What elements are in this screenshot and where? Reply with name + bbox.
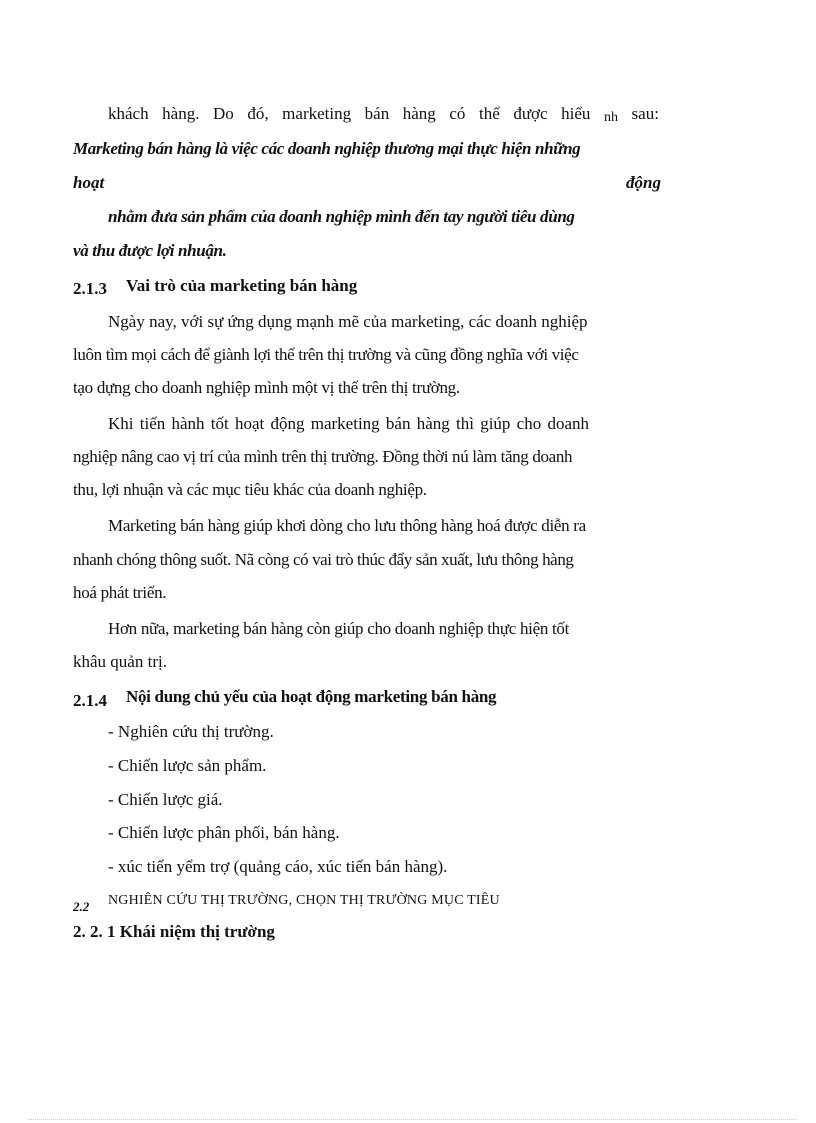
list-item: - Chiến lược phân phối, bán hàng.: [108, 823, 340, 842]
word: sau:: [631, 104, 659, 123]
definition-word: hoạt: [73, 173, 105, 192]
section-heading: Vai trò của marketing bán hàng: [126, 276, 358, 295]
word: hàng.: [162, 104, 200, 123]
list-item: - Chiến lược sản phẩm.: [108, 756, 267, 775]
list-item: - Nghiên cứu thị trường.: [108, 722, 274, 741]
word: được: [513, 104, 548, 123]
word: hiểu: [561, 104, 591, 123]
section-heading: Nội dung chủ yếu của hoạt động marketing bán hàng: [126, 687, 497, 706]
paragraph-line: thu, lợi nhuận và các mục tiêu khác của doanh nghiệp.: [73, 480, 427, 499]
section-number: 2.2: [73, 899, 90, 914]
definition-word: động: [626, 173, 661, 192]
section-number: 2.1.3: [73, 279, 107, 298]
paragraph-line: nhanh chóng thông suốt. Nã còng có vai trò thúc đẩy sản xuất, lưu thông hàng: [73, 550, 574, 569]
paragraph-line: Marketing bán hàng giúp khơi dòng cho lưu thông hàng hoá được diễn ra: [108, 516, 586, 535]
word: hàng: [402, 104, 436, 123]
definition-line4: và thu được lợi nhuận.: [73, 241, 227, 260]
definition-line1: Marketing bán hàng là việc các doanh nghiệp thương mại thực hiện những: [73, 139, 581, 158]
para1-line1: [108, 104, 659, 124]
list-item: - Chiến lược giá.: [108, 790, 223, 809]
word: marketing: [282, 104, 352, 123]
word: đó,: [247, 104, 269, 123]
section-heading: NGHIÊN CỨU THỊ TRƯỜNG, CHỌN THỊ TRƯỜNG MỤC TIÊU: [108, 893, 500, 908]
definition-line3: nhằm đưa sản phẩm của doanh nghiệp mình đến tay người tiêu dùng: [108, 207, 575, 226]
paragraph-line: Khi tiến hành tốt hoạt động marketing bán hàng thì giúp cho doanh: [108, 414, 590, 433]
word-fragment: nh: [603, 110, 618, 125]
word: khách: [108, 104, 149, 123]
list-item: - xúc tiến yểm trợ (quảng cáo, xúc tiến bán hàng).: [108, 857, 448, 876]
paragraph-line: Hơn nữa, marketing bán hàng còn giúp cho doanh nghiệp thực hiện tốt: [108, 619, 570, 638]
definition-line2: [73, 173, 661, 193]
paragraph-line: nghiệp nâng cao vị trí của mình trên thị trường. Đồng thời nú làm tăng doanh: [73, 447, 573, 466]
page-bottom-border: [28, 1119, 796, 1120]
word: thể: [478, 104, 500, 123]
paragraph-line: Ngày nay, với sự ứng dụng mạnh mẽ của marketing, các doanh nghiệp: [108, 312, 588, 331]
word: bán: [364, 104, 390, 123]
paragraph-line: luôn tìm mọi cách để giành lợi thế trên thị trường và cũng đồng nghĩa với việc: [73, 345, 579, 364]
section-number: 2.1.4: [73, 691, 107, 710]
word: có: [449, 104, 466, 123]
paragraph-line: tạo dựng cho doanh nghiệp mình một vị thế trên thị trường.: [73, 378, 460, 397]
paragraph-line: khâu quản trị.: [73, 652, 167, 671]
paragraph-line: hoá phát triển.: [73, 583, 167, 602]
subsection-heading: 2. 2. 1 Khái niệm thị trường: [73, 922, 275, 941]
word: Do: [213, 104, 234, 123]
